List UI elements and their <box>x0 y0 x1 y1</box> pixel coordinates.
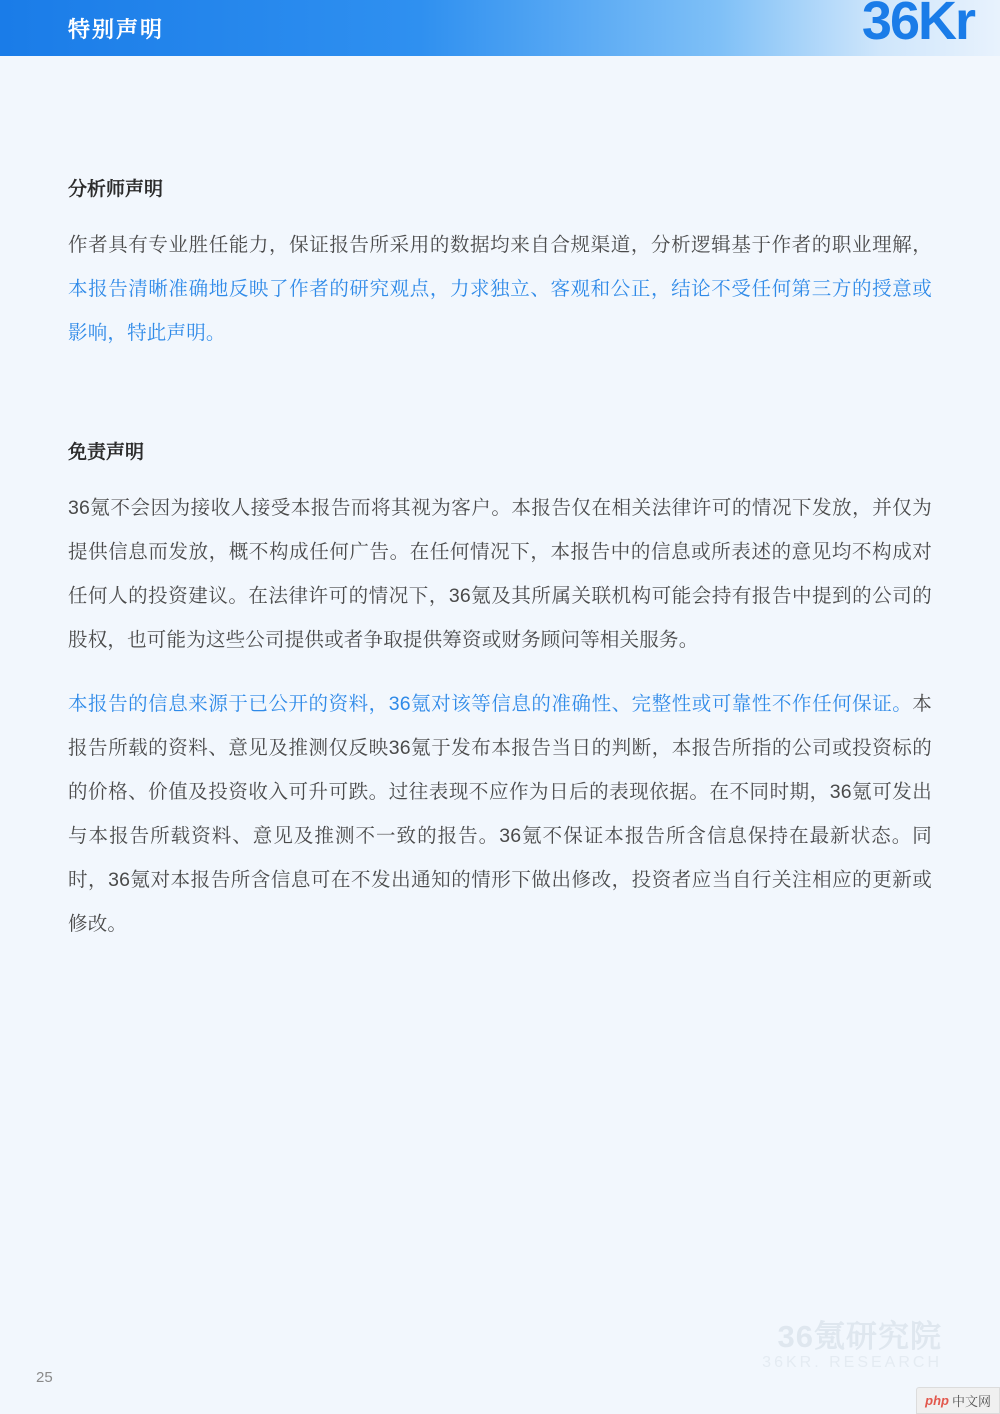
section-title: 免责声明 <box>68 442 145 463</box>
text-run-highlighted: 本报告的信息来源于已公开的资料，36氪对该等信息的准确性、完整性或可靠性不作任何保证。 <box>68 693 913 715</box>
watermark-main-text: 36氪研究院 <box>777 1318 942 1354</box>
page-header <box>0 0 1000 56</box>
php-watermark-badge <box>916 1387 1000 1414</box>
page-number: 25 <box>36 1369 53 1386</box>
text-run-highlighted: 本报告清晰准确地反映了作者的研究观点，力求独立、客观和公正，结论不受任何第三方的授意或影响，特此声明。 <box>68 278 932 344</box>
section-analyst-statement <box>68 174 932 355</box>
watermark <box>762 1320 942 1372</box>
brand-logo-36kr: 36Kr <box>861 0 974 51</box>
text-run: 36氪不会因为接收人接受本报告而将其视为客户。本报告仅在相关法律许可的情况下发放，并仅为提供信息而发放，概不构成任何广告。在任何情况下，本报告中的信息或所表述的意见均不构成对任何人的投资建议。在法律许可的情况下，36氪及其所属关联机构可能会持有报告中提到的公司的股权，也可能为这些公司提供或者争取提供筹资或财务顾问等相关服务。 <box>68 497 932 651</box>
php-label: php <box>925 1393 949 1408</box>
document-content <box>0 174 1000 946</box>
php-site-label: 中文网 <box>951 1394 991 1409</box>
page-title: 特别声明 <box>68 16 165 42</box>
paragraph <box>68 223 932 355</box>
text-run: 作者具有专业胜任能力，保证报告所采用的数据均来自合规渠道，分析逻辑基于作者的职业理解， <box>68 234 932 256</box>
watermark-sub-text: 36KR. RESEARCH <box>762 1354 942 1371</box>
paragraph <box>68 486 932 662</box>
section-title: 分析师声明 <box>68 179 164 200</box>
section-disclaimer <box>68 437 932 946</box>
paragraph <box>68 682 932 946</box>
text-run: 本报告所载的资料、意见及推测仅反映36氪于发布本报告当日的判断，本报告所指的公司或投资标的的价格、价值及投资收入可升可跌。过往表现不应作为日后的表现依据。在不同时期，36氪可发出与本报告所载资料、意见及推测不一致的报告。36氪不保证本报告所含信息保持在最新状态。同时，36氪对本报告所含信息可在不发出通知的情形下做出修改，投资者应当自行关注相应的更新或修改。 <box>68 693 932 935</box>
